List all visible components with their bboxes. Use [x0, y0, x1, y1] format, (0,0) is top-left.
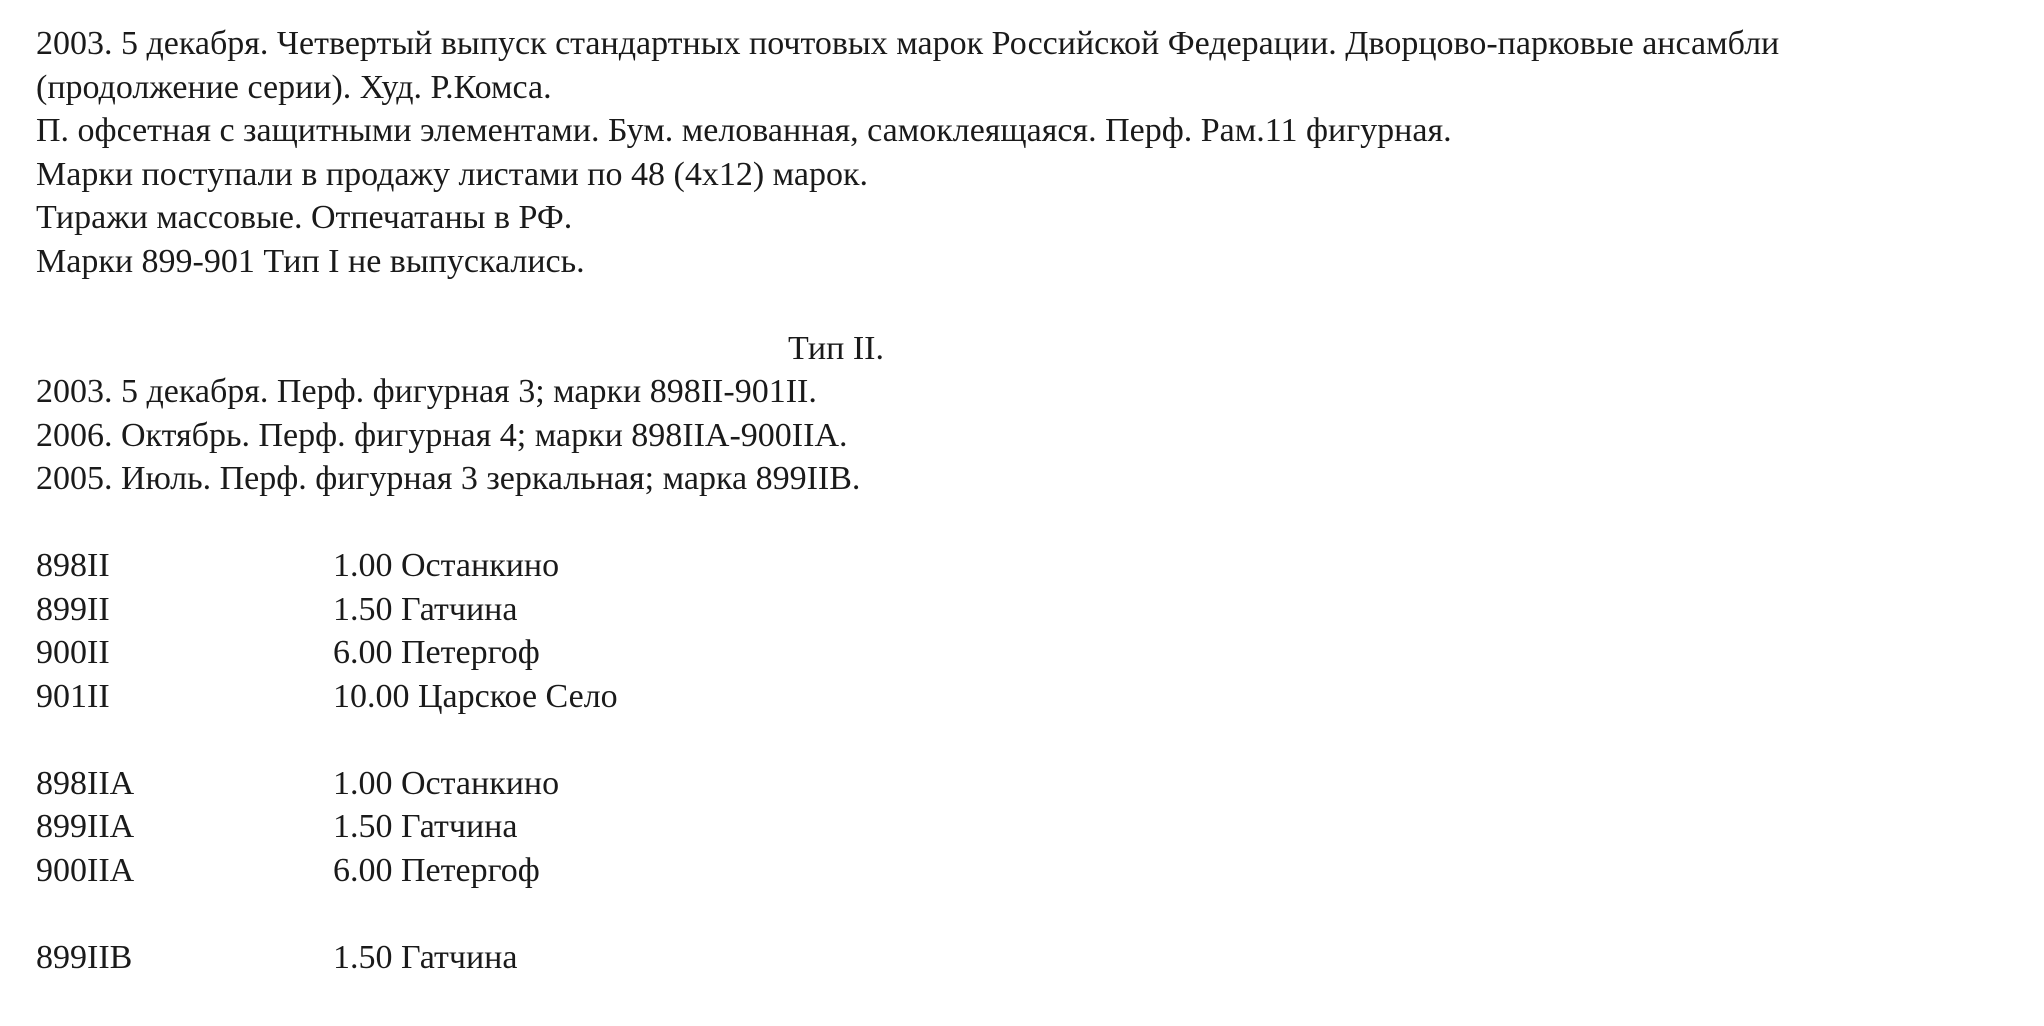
stamp-list-iia [36, 762, 2026, 893]
header-line: Марки поступали в продажу листами по 48 (4x12) марок. [36, 155, 869, 193]
stamp-number: 898IIA [36, 764, 135, 802]
header-block [36, 22, 2026, 283]
stamp-value: 1.50 Гатчина [333, 590, 518, 628]
stamp-row [36, 805, 2026, 849]
stamp-row [36, 849, 2026, 893]
stamp-value: 6.00 Петергоф [333, 851, 540, 889]
stamp-row [36, 544, 2026, 588]
stamp-value: 1.50 Гатчина [333, 808, 518, 845]
stamp-list-iib [36, 936, 2026, 980]
stamp-number: 899IIB [36, 938, 133, 976]
type-line: 2006. Октябрь. Перф. фигурная 4; марки 898IIA-900IIA. [36, 416, 848, 454]
stamp-row [36, 588, 2026, 632]
document-page [36, 22, 2026, 979]
stamp-value: 6.00 Петергоф [333, 634, 540, 671]
stamp-row [36, 631, 2026, 675]
spacer [36, 718, 2026, 762]
stamp-value: 1.50 Гатчина [333, 938, 518, 976]
type-title: Тип II. [788, 329, 884, 367]
stamp-value: 10.00 Царское Село [333, 677, 618, 715]
stamp-list-ii [36, 544, 2026, 718]
stamp-number: 900IIA [36, 851, 135, 889]
stamp-number: 898II [36, 547, 110, 584]
stamp-number: 900II [36, 634, 110, 671]
header-line: 2003. 5 декабря. Четвертый выпуск стандартных почтовых марок Российской Федерации. Дворцово-парковые ансамбли [36, 25, 1780, 62]
header-line: (продолжение серии). Худ. Р.Комса. [36, 68, 552, 106]
spacer [36, 501, 2026, 545]
header-line: Тиражи массовые. Отпечатаны в РФ. [36, 199, 573, 236]
stamp-number: 899IIA [36, 808, 135, 845]
type-line: 2005. Июль. Перф. фигурная 3 зеркальная; марка 899IIB. [36, 460, 861, 497]
stamp-value: 1.00 Останкино [333, 764, 560, 802]
spacer [36, 283, 2026, 327]
spacer [36, 892, 2026, 936]
header-line: Марки 899-901 Тип I не выпускались. [36, 242, 585, 280]
stamp-number: 901II [36, 677, 110, 715]
stamp-row [36, 762, 2026, 806]
stamp-value: 1.00 Останкино [333, 547, 560, 584]
stamp-row [36, 675, 2026, 719]
stamp-number: 899II [36, 590, 110, 628]
type-line: 2003. 5 декабря. Перф. фигурная 3; марки 898II-901II. [36, 373, 817, 410]
header-line: П. офсетная с защитными элементами. Бум. мелованная, самоклеящаяся. Перф. Рам.11 фигурная. [36, 112, 1452, 149]
stamp-row [36, 936, 2026, 980]
type-section [36, 327, 2026, 501]
